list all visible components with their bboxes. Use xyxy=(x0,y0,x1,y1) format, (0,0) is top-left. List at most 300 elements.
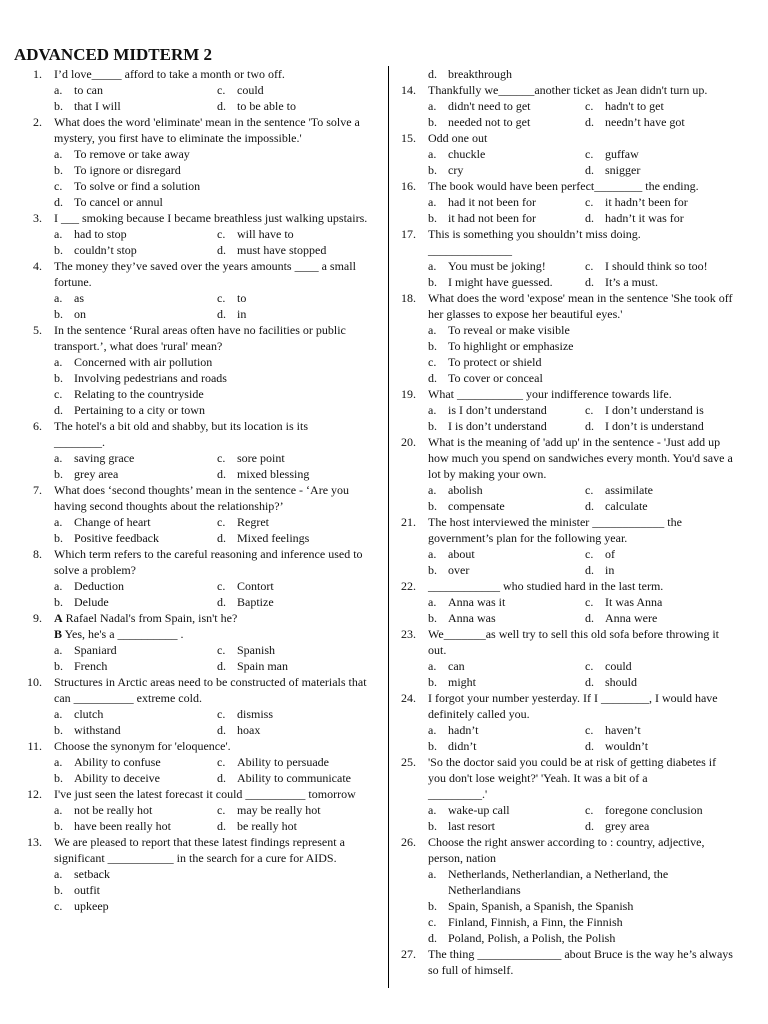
option-letter: c. xyxy=(54,387,63,401)
option-text: Ability to communicate xyxy=(237,771,351,785)
option-b xyxy=(428,418,579,434)
option-text: Netherlands, Netherlandian, a Netherland, the Netherlandians xyxy=(448,867,669,897)
option-d xyxy=(585,738,736,754)
option-letter: d. xyxy=(217,307,226,321)
option-letter: b. xyxy=(428,899,437,913)
option-c xyxy=(217,802,374,818)
option-text: about xyxy=(448,547,475,561)
question-item xyxy=(22,210,374,258)
option-c xyxy=(585,146,736,162)
option-letter: d. xyxy=(217,467,226,481)
option-a xyxy=(54,226,211,242)
option-letter: d. xyxy=(217,531,226,545)
option-text: not be really hot xyxy=(74,803,153,817)
option-c xyxy=(217,290,374,306)
question-text: Choose the right answer according to : country, adjective, person, nation xyxy=(428,835,705,865)
option-c xyxy=(217,578,374,594)
option-letter: b. xyxy=(54,243,63,257)
option-text: Change of heart xyxy=(74,515,151,529)
options-group xyxy=(54,290,374,322)
option-c xyxy=(217,226,374,242)
option-d xyxy=(428,66,736,82)
option-letter: a. xyxy=(428,723,437,737)
option-a xyxy=(54,82,211,98)
option-text: Finland, Finnish, a Finn, the Finnish xyxy=(448,915,623,929)
option-a xyxy=(428,866,736,898)
option-letter: a. xyxy=(428,323,437,337)
page-title: ADVANCED MIDTERM 2 xyxy=(14,45,213,64)
question-text: What does ‘second thoughts’ mean in the sentence - ‘Are you having second thoughts about the relationship?’ xyxy=(54,483,350,513)
option-text: French xyxy=(74,659,108,673)
option-letter: d. xyxy=(585,499,594,513)
question-text: Rafael Nadal's from Spain, isn't he? xyxy=(65,611,238,625)
question-item xyxy=(22,786,374,834)
option-letter: c. xyxy=(585,595,594,609)
options-group xyxy=(428,322,736,386)
option-d xyxy=(585,818,736,834)
option-c xyxy=(54,898,374,914)
option-letter: d. xyxy=(54,403,63,417)
speaker-a: A xyxy=(54,611,63,625)
question-item xyxy=(22,418,374,482)
option-text: Ability to persuade xyxy=(237,755,329,769)
question-item xyxy=(22,114,374,210)
option-c xyxy=(585,402,736,418)
option-b xyxy=(428,674,579,690)
question-item xyxy=(22,258,374,322)
option-text: Involving pedestrians and roads xyxy=(74,371,227,385)
option-d xyxy=(217,98,374,114)
option-text: could xyxy=(605,659,632,673)
option-text: To cancel or annul xyxy=(74,195,163,209)
option-letter: c. xyxy=(217,451,226,465)
options-group xyxy=(428,146,736,178)
option-text: calculate xyxy=(605,499,648,513)
option-c xyxy=(585,722,736,738)
option-d xyxy=(217,242,374,258)
option-a xyxy=(54,802,211,818)
option-letter: d. xyxy=(217,659,226,673)
options-group xyxy=(54,754,374,786)
option-letter: d. xyxy=(54,195,63,209)
option-b xyxy=(428,338,736,354)
question-number: 1. xyxy=(33,67,42,81)
option-b xyxy=(54,466,211,482)
question-number: 6. xyxy=(33,419,42,433)
option-d xyxy=(428,370,736,386)
option-letter: c. xyxy=(217,755,226,769)
option-c xyxy=(428,914,736,930)
options-group xyxy=(54,642,374,674)
option-text: Concerned with air pollution xyxy=(74,355,213,369)
question-number: 5. xyxy=(33,323,42,337)
question-item xyxy=(22,738,374,786)
option-text: couldn’t stop xyxy=(74,243,137,257)
option-text: Positive feedback xyxy=(74,531,159,545)
option-text: To reveal or make visible xyxy=(448,323,570,337)
option-b xyxy=(428,210,579,226)
option-letter: a. xyxy=(428,803,437,817)
option-b xyxy=(54,818,211,834)
answer-blank: ______________ xyxy=(428,243,512,257)
question-item xyxy=(396,82,736,130)
option-letter: a. xyxy=(54,227,63,241)
option-letter: d. xyxy=(585,419,594,433)
option-d xyxy=(217,306,374,322)
option-letter: a. xyxy=(54,643,63,657)
option-letter: c. xyxy=(54,899,63,913)
option-letter: c. xyxy=(217,643,226,657)
option-text: had to stop xyxy=(74,227,127,241)
option-d xyxy=(217,466,374,482)
option-text: as xyxy=(74,291,84,305)
option-letter: c. xyxy=(585,99,594,113)
option-c xyxy=(54,386,374,402)
question-item xyxy=(396,178,736,226)
option-letter: b. xyxy=(428,819,437,833)
option-text: Ability to confuse xyxy=(74,755,161,769)
option-text: guffaw xyxy=(605,147,639,161)
option-letter: b. xyxy=(428,115,437,129)
option-text: Contort xyxy=(237,579,274,593)
option-d xyxy=(217,594,374,610)
option-letter: c. xyxy=(217,227,226,241)
options-group xyxy=(428,194,736,226)
option-c xyxy=(217,642,374,658)
question-text: I've just seen the latest forecast it could __________ tomorrow xyxy=(54,787,356,801)
question-number: 8. xyxy=(33,547,42,561)
option-letter: c. xyxy=(54,179,63,193)
option-text: Baptize xyxy=(237,595,274,609)
option-d xyxy=(217,818,374,834)
question-text: I forgot your number yesterday. If I ________, I would have definitely called you. xyxy=(428,691,718,721)
option-letter: d. xyxy=(585,163,594,177)
option-letter: a. xyxy=(54,867,63,881)
option-text: Poland, Polish, a Polish, the Polish xyxy=(448,931,616,945)
question-item xyxy=(22,322,374,418)
option-letter: d. xyxy=(585,563,594,577)
question-text: We are pleased to report that these latest findings represent a significant ___________ in the search for a cure for AIDS. xyxy=(54,835,345,865)
option-text: might xyxy=(448,675,477,689)
question-number: 18. xyxy=(401,291,416,305)
question-text: Odd one out xyxy=(428,131,488,145)
option-d xyxy=(217,658,374,674)
option-a xyxy=(428,258,579,274)
question-text: We_______as well try to sell this old sofa before throwing it out. xyxy=(428,627,719,657)
option-text: grey area xyxy=(74,467,119,481)
options-group xyxy=(54,802,374,834)
option-text: may be really hot xyxy=(237,803,321,817)
option-letter: c. xyxy=(217,83,226,97)
option-text: didn’t xyxy=(448,739,477,753)
option-text: Delude xyxy=(74,595,109,609)
option-text: needn’t have got xyxy=(605,115,685,129)
option-d xyxy=(217,722,374,738)
question-number: 23. xyxy=(401,627,416,641)
option-letter: b. xyxy=(54,819,63,833)
option-text: to xyxy=(237,291,247,305)
option-text: abolish xyxy=(448,483,483,497)
option-text: Anna was it xyxy=(448,595,506,609)
option-c xyxy=(585,546,736,562)
question-item xyxy=(22,674,374,738)
option-text: Spanish xyxy=(237,643,276,657)
option-d xyxy=(585,418,736,434)
question-text: Structures in Arctic areas need to be constructed of materials that can __________ extreme cold. xyxy=(54,675,367,705)
option-text: have been really hot xyxy=(74,819,171,833)
question-text: What does the word 'eliminate' mean in the sentence 'To solve a mystery, you first have to eliminate the impossible.' xyxy=(54,115,360,145)
option-letter: d. xyxy=(585,275,594,289)
option-d xyxy=(585,274,736,290)
question-number: 12. xyxy=(27,787,42,801)
answer-blank: ________. xyxy=(54,435,105,449)
option-a xyxy=(54,354,374,370)
options-group xyxy=(54,578,374,610)
option-letter: a. xyxy=(54,451,63,465)
option-text: To remove or take away xyxy=(74,147,190,161)
option-text: should xyxy=(605,675,638,689)
question-item xyxy=(22,610,374,674)
option-text: withstand xyxy=(74,723,121,737)
option-letter: a. xyxy=(54,707,63,721)
question-item xyxy=(396,578,736,626)
question-item xyxy=(22,834,374,914)
option-a xyxy=(428,658,579,674)
option-text: hoax xyxy=(237,723,261,737)
option-letter: d. xyxy=(428,67,437,81)
option-letter: c. xyxy=(585,195,594,209)
options-group xyxy=(428,802,736,834)
question-text: The hotel's a bit old and shabby, but its location is its xyxy=(54,419,309,433)
option-letter: b. xyxy=(54,99,63,113)
option-text: Pertaining to a city or town xyxy=(74,403,205,417)
option-letter: a. xyxy=(428,659,437,673)
question-item xyxy=(396,626,736,690)
option-letter: d. xyxy=(585,819,594,833)
option-b xyxy=(54,162,374,178)
option-text: is I don’t understand xyxy=(448,403,547,417)
option-letter: c. xyxy=(585,403,594,417)
option-text: clutch xyxy=(74,707,104,721)
option-text: compensate xyxy=(448,499,505,513)
question-text: The thing ______________ about Bruce is the way he’s always so full of himself. xyxy=(428,947,733,977)
option-letter: a. xyxy=(428,259,437,273)
option-c xyxy=(428,354,736,370)
option-b xyxy=(54,882,374,898)
option-letter: a. xyxy=(54,355,63,369)
option-c xyxy=(217,514,374,530)
option-letter: c. xyxy=(585,259,594,273)
option-text: saving grace xyxy=(74,451,135,465)
option-d xyxy=(585,162,736,178)
option-text: sore point xyxy=(237,451,285,465)
option-a xyxy=(54,290,211,306)
question-number: 2. xyxy=(33,115,42,129)
question-text: ____________ who studied hard in the last term. xyxy=(428,579,664,593)
option-c xyxy=(217,82,374,98)
option-text: Mixed feelings xyxy=(237,531,310,545)
question-text: I’d love_____ afford to take a month or two off. xyxy=(54,67,285,81)
option-text: Spain man xyxy=(237,659,288,673)
option-text: dismiss xyxy=(237,707,274,721)
option-a xyxy=(428,402,579,418)
option-text: To ignore or disregard xyxy=(74,163,181,177)
option-a xyxy=(428,146,579,162)
option-letter: b. xyxy=(428,419,437,433)
option-text: I might have guessed. xyxy=(448,275,553,289)
option-letter: d. xyxy=(585,611,594,625)
option-b xyxy=(428,898,736,914)
option-letter: a. xyxy=(428,483,437,497)
question-number: 3. xyxy=(33,211,42,225)
option-letter: c. xyxy=(428,915,437,929)
question-number: 7. xyxy=(33,483,42,497)
option-text: I should think so too! xyxy=(605,259,708,273)
option-text: You must be joking! xyxy=(448,259,546,273)
question-number: 9. xyxy=(33,611,42,625)
option-d xyxy=(54,194,374,210)
options-group xyxy=(428,258,736,290)
option-text: it hadn’t been for xyxy=(605,195,688,209)
option-b xyxy=(54,658,211,674)
question-text: Thankfully we______another ticket as Jean didn't turn up. xyxy=(428,83,708,97)
option-text: hadn't to get xyxy=(605,99,664,113)
option-letter: b. xyxy=(428,675,437,689)
option-b xyxy=(428,818,579,834)
option-text: It was Anna xyxy=(605,595,663,609)
question-item xyxy=(396,754,736,834)
question-number: 13. xyxy=(27,835,42,849)
option-letter: d. xyxy=(585,739,594,753)
option-b xyxy=(428,274,579,290)
question-item xyxy=(396,946,736,978)
option-b xyxy=(428,610,579,626)
option-letter: b. xyxy=(54,595,63,609)
option-letter: c. xyxy=(217,291,226,305)
options-group xyxy=(54,514,374,546)
option-b xyxy=(428,114,579,130)
option-d xyxy=(217,530,374,546)
option-text: can xyxy=(448,659,465,673)
option-letter: c. xyxy=(217,803,226,817)
option-text: in xyxy=(605,563,615,577)
question-number: 19. xyxy=(401,387,416,401)
option-text: outfit xyxy=(74,883,100,897)
options-group xyxy=(428,594,736,626)
option-letter: a. xyxy=(54,755,63,769)
options-group xyxy=(428,546,736,578)
option-a xyxy=(428,482,579,498)
question-text: The money they’ve saved over the years amounts ____ a small fortune. xyxy=(54,259,356,289)
option-text: wouldn’t xyxy=(605,739,649,753)
options-group xyxy=(428,98,736,130)
option-letter: d. xyxy=(585,211,594,225)
question-text: What ___________ your indifference towards life. xyxy=(428,387,672,401)
option-letter: a. xyxy=(54,83,63,97)
options-group xyxy=(54,866,374,914)
option-letter: b. xyxy=(54,371,63,385)
option-a xyxy=(54,146,374,162)
option-text: Spaniard xyxy=(74,643,117,657)
option-text: had it not been for xyxy=(448,195,536,209)
option-text: Regret xyxy=(237,515,269,529)
option-letter: b. xyxy=(428,275,437,289)
option-letter: b. xyxy=(54,659,63,673)
question-text: I ___ smoking because I became breathless just walking upstairs. xyxy=(54,211,368,225)
option-text: assimilate xyxy=(605,483,653,497)
option-letter: d. xyxy=(585,115,594,129)
option-c xyxy=(585,98,736,114)
option-text: be really hot xyxy=(237,819,297,833)
option-d xyxy=(428,930,736,946)
option-b xyxy=(428,162,579,178)
option-a xyxy=(428,802,579,818)
question-number: 4. xyxy=(33,259,42,273)
option-text: I is don’t understand xyxy=(448,419,547,433)
question-number: 16. xyxy=(401,179,416,193)
option-a xyxy=(54,514,211,530)
question-item xyxy=(396,130,736,178)
question-item xyxy=(396,514,736,578)
option-text: of xyxy=(605,547,615,561)
option-a xyxy=(54,450,211,466)
question-text: In the sentence ‘Rural areas often have no facilities or public transport.’, what does 'rural' mean? xyxy=(54,323,346,353)
options-group xyxy=(428,402,736,434)
question-text: What does the word 'expose' mean in the sentence 'She took off her glasses to expose her beautiful eyes.' xyxy=(428,291,733,321)
question-item xyxy=(22,482,374,546)
option-b xyxy=(54,722,211,738)
question-item xyxy=(396,226,736,290)
option-letter: b. xyxy=(428,211,437,225)
option-b xyxy=(428,498,579,514)
option-text: I don’t understand is xyxy=(605,403,704,417)
question-number: 20. xyxy=(401,435,416,449)
option-text: haven’t xyxy=(605,723,641,737)
option-text: Spain, Spanish, a Spanish, the Spanish xyxy=(448,899,634,913)
question-number: 10. xyxy=(27,675,42,689)
option-text: To highlight or emphasize xyxy=(448,339,574,353)
question-line-b xyxy=(54,626,374,642)
option-a xyxy=(54,706,211,722)
option-b xyxy=(54,594,211,610)
option-a xyxy=(428,98,579,114)
question-number: 27. xyxy=(401,947,416,961)
option-text: grey area xyxy=(605,819,650,833)
question-text: Choose the synonym for 'eloquence'. xyxy=(54,739,231,753)
question-item xyxy=(396,290,736,386)
option-letter: a. xyxy=(428,147,437,161)
options-group xyxy=(428,722,736,754)
option-letter: d. xyxy=(428,371,437,385)
option-b xyxy=(54,242,211,258)
option-c xyxy=(585,258,736,274)
question-line-a xyxy=(54,610,374,626)
right-column xyxy=(396,66,736,978)
option-text: hadn’t it was for xyxy=(605,211,684,225)
option-text: that I will xyxy=(74,99,121,113)
question-item xyxy=(396,386,736,434)
option-letter: b. xyxy=(428,163,437,177)
option-b xyxy=(428,562,579,578)
option-a xyxy=(428,594,579,610)
option-a xyxy=(428,194,579,210)
question-number: 11. xyxy=(27,739,42,753)
answer-blank: _________.' xyxy=(428,787,488,801)
option-letter: a. xyxy=(428,547,437,561)
option-letter: a. xyxy=(428,99,437,113)
options-group xyxy=(54,82,374,114)
question-text: Which term refers to the careful reasoning and inference used to solve a problem? xyxy=(54,547,363,577)
